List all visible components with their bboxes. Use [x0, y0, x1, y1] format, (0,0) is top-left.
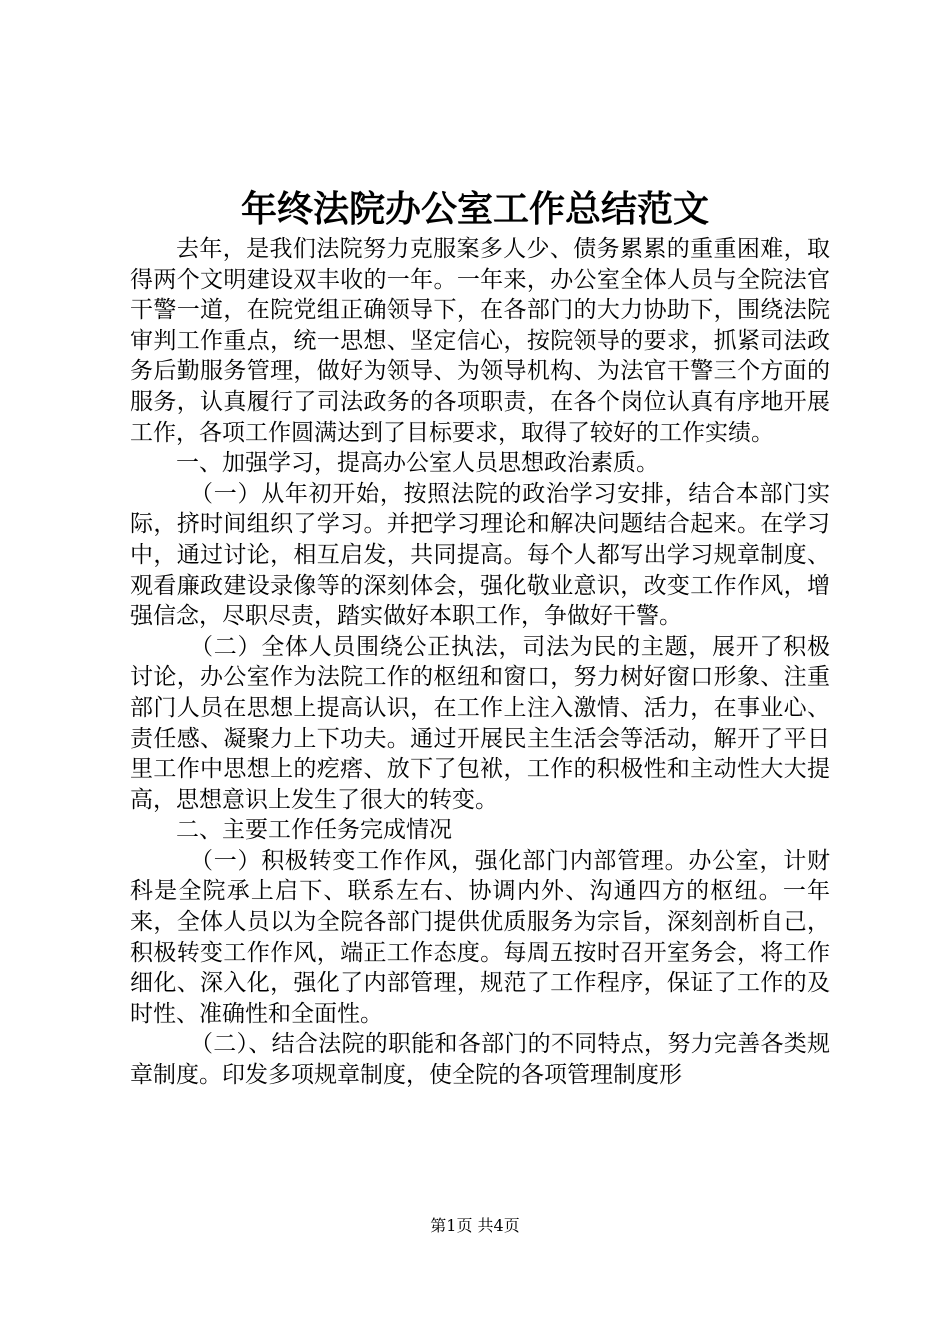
document-body	[130, 234, 830, 1091]
page-footer: 第1页 共4页	[430, 1216, 520, 1235]
section-heading-1: 一、加强学习，提高办公室人员思想政治素质。	[176, 450, 659, 477]
subsection-paragraph-1-1: （一）从年初开始，按照法院的政治学习安排，结合本部门实际，挤时间组织了学习。并把学习理论和解决问题结合起来。在学习中，通过讨论，相互启发，共同提高。每个人都写出学习规章制度、观看廉政建设录像等的深刻体会，强化敬业意识，改变工作作风，增强信念，尽职尽责，踏实做好本职工作，争做好干警。	[130, 480, 830, 630]
intro-paragraph: 去年，是我们法院努力克服案多人少、债务累累的重重困难，取得两个文明建设双丰收的一年。一年来，办公室全体人员与全院法官干警一道，在院党组正确领导下，在各部门的大力协助下，围绕法院审判工作重点，统一思想、坚定信心，按院领导的要求，抓紧司法政务后勤服务管理，做好为领导、为领导机构、为法官干警三个方面的服务，认真履行了司法政务的各项职责，在各个岗位认真有序地开展工作，各项工作圆满达到了目标要求，取得了较好的工作实绩。	[130, 236, 830, 446]
subsection-paragraph-1-2: （二）全体人员围绕公正执法，司法为民的主题，展开了积极讨论，办公室作为法院工作的枢纽和窗口，努力树好窗口形象、注重部门人员在思想上提高认识，在工作上注入激情、活力，在事业心、责任感、凝聚力上下功夫。通过开展民主生活会等活动，解开了平日里工作中思想上的疙瘩、放下了包袱，工作的积极性和主动性大大提高，思想意识上发生了很大的转变。	[130, 633, 830, 813]
subsection-paragraph-2-2: （二）、结合法院的职能和各部门的不同特点，努力完善各类规章制度。印发多项规章制度，使全院的各项管理制度形	[130, 1031, 830, 1089]
document-title: 年终法院办公室工作总结范文	[240, 188, 709, 230]
subsection-paragraph-2-1: （一）积极转变工作作风，强化部门内部管理。办公室，计财科是全院承上启下、联系左右、协调内外、沟通四方的枢纽。一年来，全体人员以为全院各部门提供优质服务为宗旨，深刻剖析自己，积极转变工作作风，端正工作态度。每周五按时召开室务会，将工作细化、深入化，强化了内部管理，规范了工作程序，保证了工作的及时性、准确性和全面性。	[130, 847, 830, 1027]
section-heading-2: 二、主要工作任务完成情况	[176, 817, 452, 844]
